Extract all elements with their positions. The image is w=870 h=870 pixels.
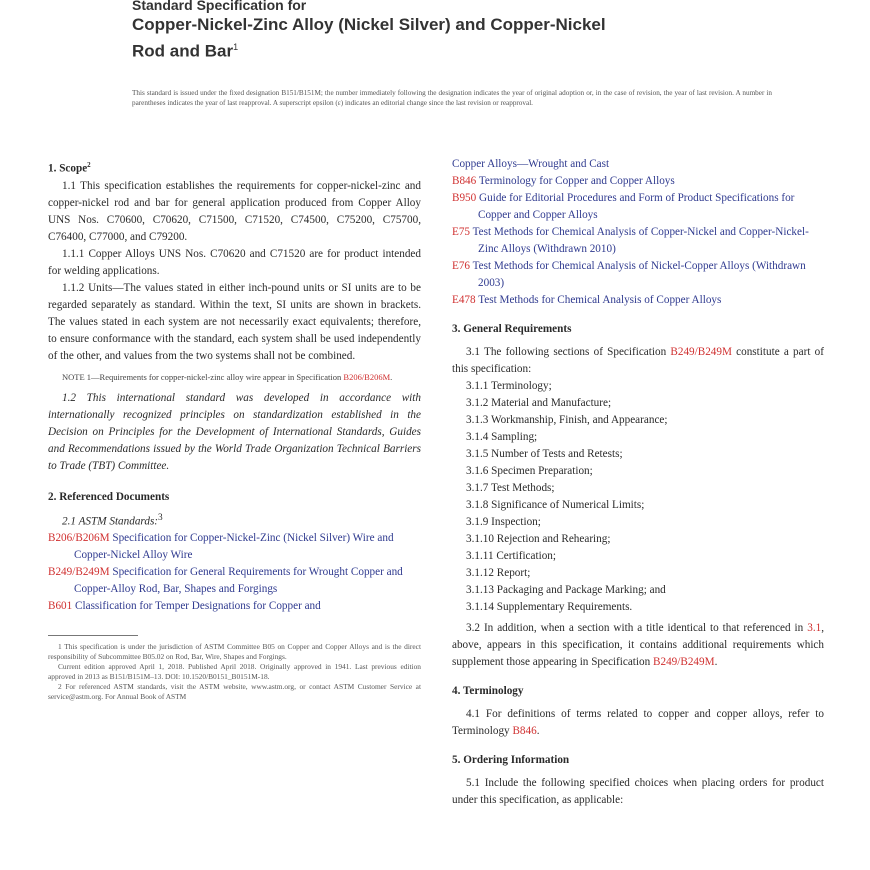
reference-b846-code[interactable]: B846: [452, 175, 477, 187]
list-item: 3.1.5 Number of Tests and Retests;: [466, 448, 623, 460]
title-line-3-text: Rod and Bar: [132, 41, 234, 61]
astm-footnote-marker: 3: [158, 512, 163, 523]
reference-e478-title[interactable]: Test Methods for Chemical Analysis of Copper Alloys: [475, 294, 722, 306]
scope-footnote-marker: 2: [87, 161, 91, 169]
title-line-3: [132, 36, 772, 63]
paragraph-4-1-text: 4.1 For definitions of terms related to copper and copper alloys, refer to Terminology: [452, 708, 824, 737]
paragraph-1-1-2: 1.1.2 Units—The values stated in either inch-pound units or SI units are to be regarded separately as standard. Within the text, SI units are shown in brackets. The values stated in each system are not necessarily exact equivalents; therefore, to ensure conformance with the standard, each system shall be used independently of the other, and values from the two systems shall not be combined.: [48, 281, 421, 362]
right-column: [452, 156, 824, 809]
section-heading-terminology: 4. Terminology: [452, 685, 524, 697]
footnote-1-edition: Current edition approved April 1, 2018. Published April 2018. Originally approved in 1941. Last previous edition approved in 2013 as B151/B151M–13. DOI: 10.1520/B0151_B0151M-18.: [48, 662, 421, 682]
reference-e75-code[interactable]: E75: [452, 226, 471, 238]
note-1-text: NOTE 1—Requirements for copper-nickel-zinc alloy wire appear in Specification: [62, 371, 344, 382]
reference-e75[interactable]: [452, 224, 824, 258]
footnote-2: 2 For referenced ASTM standards, visit the ASTM website, www.astm.org, or contact ASTM Customer Service at service@astm.org. For Annual Book of ASTM: [48, 682, 421, 702]
reference-b249[interactable]: [48, 564, 421, 598]
paragraph-3-2-spec-link[interactable]: B249/B249M: [653, 656, 715, 668]
list-item: 3.1.14 Supplementary Requirements.: [466, 601, 633, 613]
paragraph-3-1-end: constitute a part of this specification:: [452, 346, 824, 375]
reference-e76-title[interactable]: Test Methods for Chemical Analysis of Nickel-Copper Alloys (Withdrawn 2003): [470, 260, 806, 289]
section-heading-general-requirements: 3. General Requirements: [452, 323, 572, 335]
paragraph-3-1-link[interactable]: B249/B249M: [670, 346, 732, 358]
list-item: 3.1.2 Material and Manufacture;: [466, 397, 612, 409]
reference-b950-title[interactable]: Guide for Editorial Procedures and Form of Product Specifications for Copper and Copper Alloys: [476, 192, 795, 221]
paragraph-3-2-end: .: [714, 656, 718, 668]
reference-b206-code[interactable]: B206/B206M: [48, 532, 110, 545]
reference-b601[interactable]: [48, 598, 421, 615]
list-item: 3.1.13 Packaging and Package Marking; and: [466, 584, 666, 596]
reference-b950-code[interactable]: B950: [452, 192, 477, 204]
left-column: [48, 157, 421, 702]
section-heading-referenced-documents: 2. Referenced Documents: [48, 490, 170, 503]
reference-e478-code[interactable]: E478: [452, 294, 476, 306]
general-requirements-list: [452, 378, 824, 616]
scope-heading-text: 1. Scope: [48, 162, 88, 175]
reference-b601-title[interactable]: Classification for Temper Designations for Copper and: [72, 600, 321, 613]
reference-b846[interactable]: [452, 173, 824, 190]
list-item: 3.1.12 Report;: [466, 567, 531, 579]
paragraph-4-1: [452, 706, 824, 740]
reference-b950[interactable]: [452, 190, 824, 224]
list-item: 3.1.4 Sampling;: [466, 431, 538, 443]
footnote-separator: [48, 635, 138, 636]
paragraph-3-1-text: 3.1 The following sections of Specification: [466, 346, 671, 358]
reference-b206[interactable]: [48, 530, 421, 564]
title-line-1: Standard Specification for: [132, 0, 307, 13]
title-footnote-marker: 1: [233, 42, 239, 52]
list-item: 3.1.7 Test Methods;: [466, 482, 555, 494]
note-1-link[interactable]: B206/B206M: [343, 371, 391, 382]
reference-e75-title[interactable]: Test Methods for Chemical Analysis of Copper-Nickel and Copper-Nickel-Zinc Alloys (Withdrawn 2010): [470, 226, 809, 255]
list-item: 3.1.11 Certification;: [466, 550, 556, 562]
paragraph-4-1-link[interactable]: B846: [512, 725, 537, 737]
paragraph-3-1: [452, 344, 824, 378]
reference-b846-title[interactable]: Terminology for Copper and Copper Alloys: [476, 175, 675, 187]
designation-notice: This standard is issued under the fixed designation B151/B151M; the number immediately following the designation indicates the year of original adoption or, in the case of revision, the year of last revision. A number in parentheses indicates the year of last reapproval. A superscript epsilon (ε) indicates an editorial change since the last revision or reapproval.: [132, 89, 772, 107]
reference-e76[interactable]: [452, 258, 824, 292]
list-item: 3.1.8 Significance of Numerical Limits;: [466, 499, 645, 511]
section-heading-ordering-information: 5. Ordering Information: [452, 754, 570, 766]
note-1: [48, 371, 421, 384]
reference-b601-code[interactable]: B601: [48, 600, 73, 613]
title-block: [132, 0, 772, 63]
paragraph-4-1-end: .: [536, 725, 540, 737]
paragraph-3-2-text: 3.2 In addition, when a section with a title identical to that referenced in: [466, 622, 808, 634]
reference-e478[interactable]: [452, 292, 824, 309]
reference-b601-continued[interactable]: Copper Alloys—Wrought and Cast: [452, 158, 610, 170]
list-item: 3.1.1 Terminology;: [466, 380, 552, 392]
paragraph-5-1: 5.1 Include the following specified choices when placing orders for product under this specification, as applicable:: [452, 777, 824, 806]
list-item: 3.1.10 Rejection and Rehearing;: [466, 533, 611, 545]
paragraph-3-2: [452, 620, 824, 671]
note-1-end: .: [390, 371, 393, 382]
paragraph-3-2-section-link[interactable]: 3.1: [807, 622, 822, 634]
reference-b249-code[interactable]: B249/B249M: [48, 566, 110, 579]
list-item: 3.1.9 Inspection;: [466, 516, 541, 528]
astm-standards-label: [48, 510, 421, 531]
reference-b249-title[interactable]: Specification for General Requirements for Wrought Copper and Copper-Alloy Rod, Bar, Shapes and Forgings: [74, 566, 403, 596]
title-line-2: Copper-Nickel-Zinc Alloy (Nickel Silver) and Copper-Nickel: [132, 15, 606, 34]
footnote-1: 1 This specification is under the jurisdiction of ASTM Committee B05 on Copper and Copper Alloys and is the direct responsibility of Subcommittee B05.02 on Rod, Bar, Wire, Shapes and Forgings.: [48, 642, 421, 662]
paragraph-1-1: 1.1 This specification establishes the requirements for copper-nickel-zinc and copper-nickel rod and bar for general application produced from Copper Alloy UNS Nos. C70600, C70620, C71500, C71520, C74500, C75200, C75700, C76400, C77000, and C79200.: [48, 179, 421, 243]
paragraph-1-2: 1.2 This international standard was developed in accordance with internationally recognized principles on standardization established in the Decision on Principles for the Development of International Standards, Guides and Recommendations issued by the World Trade Organization Technical Barriers to Trade (TBT) Committee.: [48, 391, 421, 472]
list-item: 3.1.3 Workmanship, Finish, and Appearance;: [466, 414, 668, 426]
paragraph-1-1-1: 1.1.1 Copper Alloys UNS Nos. C70620 and C71520 are for product intended for welding applications.: [48, 247, 421, 277]
reference-b206-title[interactable]: Specification for Copper-Nickel-Zinc (Nickel Silver) Wire and Copper-Nickel Alloy Wire: [74, 532, 394, 562]
astm-standards-text: 2.1 ASTM Standards:: [62, 515, 159, 528]
list-item: 3.1.6 Specimen Preparation;: [466, 465, 593, 477]
section-heading-scope: [48, 157, 421, 178]
paragraph-3-2-text-2: , above, appears in this specification, it contains additional requirements which supplement those appearing in Specification: [452, 622, 824, 668]
reference-e76-code[interactable]: E76: [452, 260, 471, 272]
